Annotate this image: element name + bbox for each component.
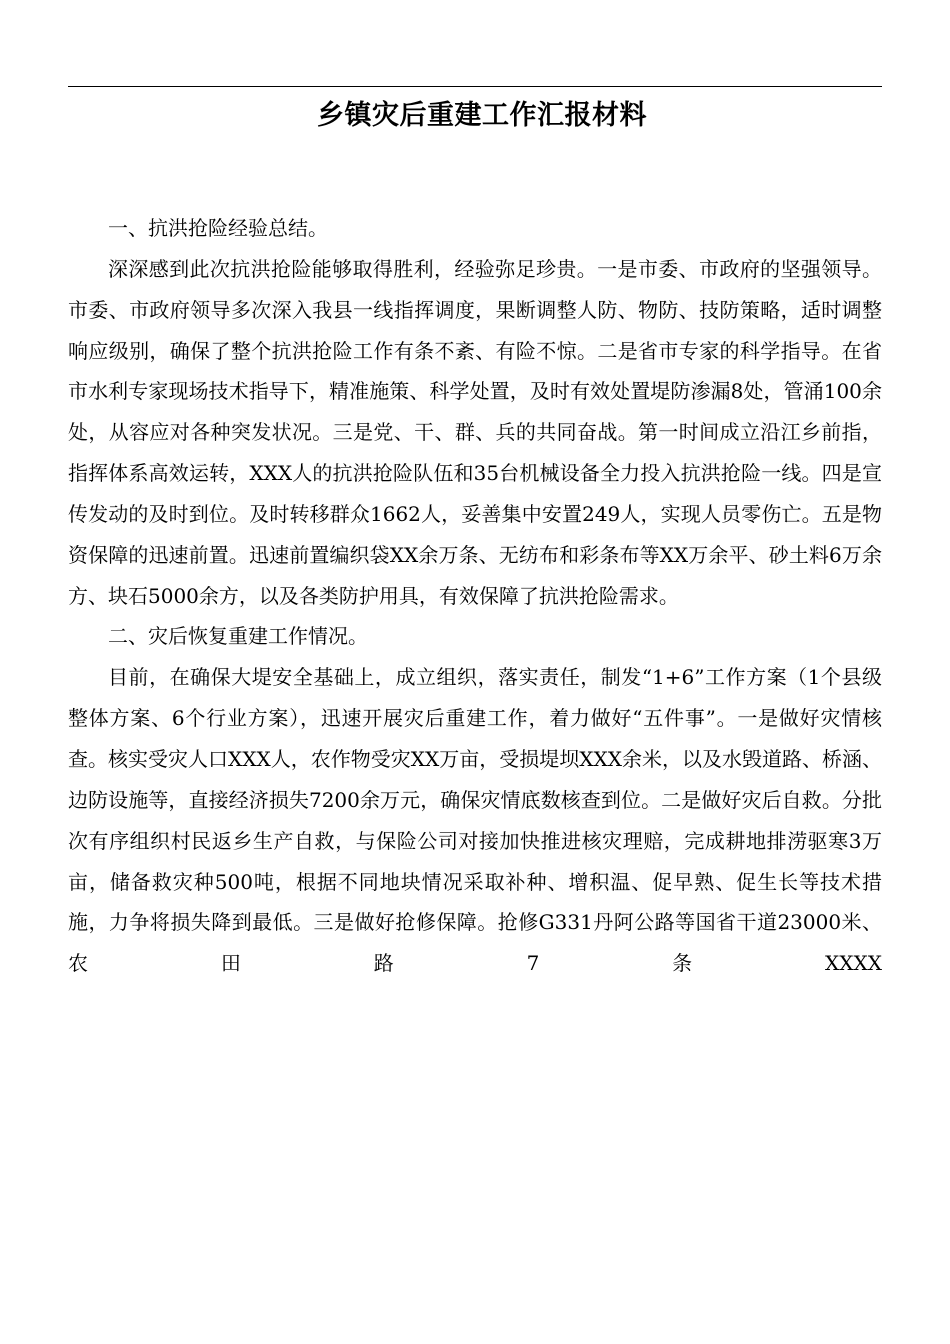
section-paragraph-2: 目前，在确保大堤安全基础上，成立组织，落实责任，制发“1+6”工作方案（1个县级整体方案、6个行业方案），迅速开展灾后重建工作，着力做好“五件事”。一是做好灾情核查。核实受灾人口XXX人，农作物受灾XX万亩，受损堤坝XXX余米，以及水毁道路、桥涵、边防设施等，直接经济损失7200余万元，确保灾情底数核查到位。二是做好灾后自救。分批次有序组织村民返乡生产自救，与保险公司对接加快推进核灾理赔，完成耕地排涝驱寒3万亩，储备救灾种500吨，根据不同地块情况采取补种、增积温、促早熟、促生长等技术措施，力争将损失降到最低。三是做好抢修保障。抢修G331丹阿公路等国省干道23000米、农田路7条XXXX [68, 665, 882, 976]
document-title: 乡镇灾后重建工作汇报材料 [317, 100, 647, 131]
section-heading-2: 二、灾后恢复重建工作情况。 [108, 624, 368, 649]
section-paragraph-1: 深深感到此次抗洪抢险能够取得胜利，经验弥足珍贵。一是市委、市政府的坚强领导。市委、市政府领导多次深入我县一线指挥调度，果断调整人防、物防、技防策略，适时调整响应级别，确保了整个抗洪抢险工作有条不紊、有险不惊。二是省市专家的科学指导。在省市水利专家现场技术指导下，精准施策、科学处置，及时有效处置堤防渗漏8处，管涌100余处，从容应对各种突发状况。三是党、干、群、兵的共同奋战。第一时间成立沿江乡前指，指挥体系高效运转，XXX人的抗洪抢险队伍和35台机械设备全力投入抗洪抢险一线。四是宣传发动的及时到位。及时转移群众1662人，妥善集中安置249人，实现人员零伤亡。五是物资保障的迅速前置。迅速前置编织袋XX余万条、无纺布和彩条布等XX万余平、砂土料6万余方、块石5000余方，以及各类防护用具，有效保障了抗洪抢险需求。 [68, 256, 882, 608]
section-heading-1: 一、抗洪抢险经验总结。 [108, 216, 328, 240]
header-rule [68, 86, 882, 87]
document-body [68, 208, 882, 984]
